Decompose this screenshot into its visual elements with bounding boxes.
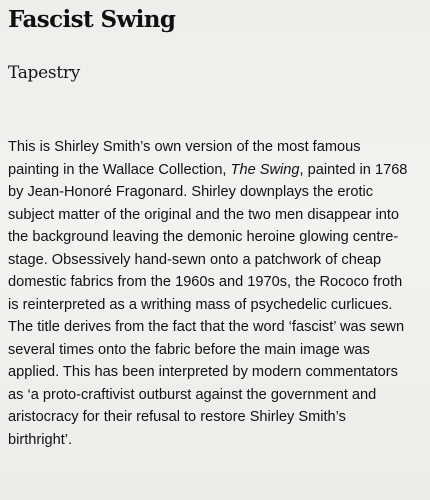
description-line: birthright’. [8,431,73,448]
description-line: applied. This has been interpreted by modern commentators [8,364,398,380]
artwork-description [8,136,424,451]
description-line: stage. Obsessively hand-sewn onto a patchwork of cheap [8,251,382,268]
description-line-text: , painted in 1768 [299,161,408,178]
artwork-medium: Tapestry [8,63,80,83]
description-line: The title derives from the fact that the word ‘fascist’ was sewn [8,319,405,335]
referenced-painting-title: The Swing [230,161,300,178]
description-line: subject matter of the original and the two men disappear into [8,206,400,223]
description-line: aristocracy for their refusal to restore Shirley Smith’s [8,409,346,425]
description-line-text: painting in the Wallace Collection, [8,161,231,178]
description-line [8,159,424,182]
artwork-title: Fascist Swing [8,6,176,33]
description-line: by Jean-Honoré Fragonard. Shirley downplays the erotic [8,184,374,200]
description-line: as ‘a proto-craftivist outburst against the government and [8,386,377,403]
description-line: several times onto the fabric before the main image was [8,341,370,358]
description-line: is reinterpreted as a writhing mass of psychedelic curlicues. [8,296,393,313]
description-line: This is Shirley Smith’s own version of the most famous [8,139,361,155]
description-line: domestic fabrics from the 1960s and 1970s, the Rococo froth [8,274,403,290]
description-line: the background leaving the demonic heroine glowing centre- [8,229,399,245]
